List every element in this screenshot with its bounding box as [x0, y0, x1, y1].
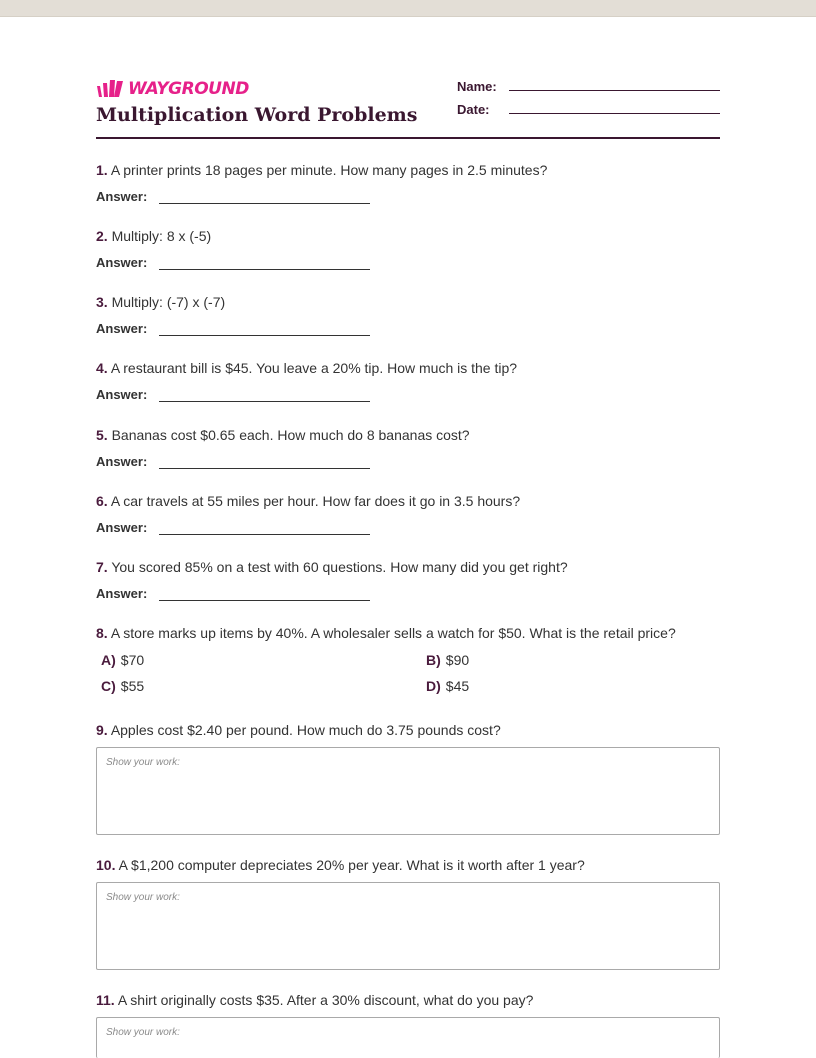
answer-line[interactable]: [159, 453, 370, 469]
question-number: 9.: [96, 722, 108, 738]
brand-name: WAYGROUND: [128, 79, 249, 99]
option-text: $55: [120, 678, 145, 694]
answer-line[interactable]: [159, 320, 370, 336]
answer-row: [96, 188, 720, 204]
option-text: $45: [445, 678, 470, 694]
date-field[interactable]: [457, 101, 720, 117]
question-text: A shirt originally costs $35. After a 30% discount, what do you pay?: [117, 992, 534, 1008]
question-number: 8.: [96, 625, 108, 641]
question-7: [96, 559, 720, 601]
question-text: Apples cost $2.40 per pound. How much do 3.75 pounds cost?: [110, 722, 501, 738]
option-letter: A): [101, 652, 116, 668]
option-c[interactable]: [101, 678, 144, 694]
answer-row: [96, 320, 720, 336]
work-placeholder: Show your work:: [106, 892, 180, 903]
question-number: 11.: [96, 992, 115, 1008]
viewer-top-bar: [0, 0, 816, 17]
question-text: Bananas cost $0.65 each. How much do 8 bananas cost?: [111, 427, 470, 443]
option-b[interactable]: [426, 652, 469, 668]
question-text: A store marks up items by 40%. A wholesaler sells a watch for $50. What is the retail price?: [110, 625, 676, 641]
option-letter: D): [426, 678, 441, 694]
question-number: 1.: [96, 162, 108, 178]
answer-line[interactable]: [159, 519, 370, 535]
question-text: Multiply: 8 x (-5): [111, 228, 212, 244]
question-text: A restaurant bill is $45. You leave a 20% tip. How much is the tip?: [110, 360, 518, 376]
wayground-logo-icon: [96, 80, 124, 98]
date-label: Date:: [457, 102, 490, 117]
name-line[interactable]: [509, 78, 720, 91]
question-1: [96, 162, 720, 204]
question-number: 6.: [96, 493, 108, 509]
question-5: [96, 427, 720, 469]
answer-line[interactable]: [159, 585, 370, 601]
question-8: [96, 625, 720, 704]
answer-label: Answer:: [96, 255, 148, 270]
question-number: 2.: [96, 228, 108, 244]
question-number: 7.: [96, 559, 108, 575]
answer-options: [96, 652, 720, 704]
answer-label: Answer:: [96, 387, 148, 402]
option-text: $70: [120, 652, 145, 668]
work-placeholder: Show your work:: [106, 757, 180, 768]
answer-label: Answer:: [96, 189, 148, 204]
work-area[interactable]: [96, 882, 720, 970]
question-text: Multiply: (-7) x (-7): [111, 294, 226, 310]
option-letter: B): [426, 652, 441, 668]
question-2: [96, 228, 720, 270]
answer-line[interactable]: [159, 188, 370, 204]
question-text: A printer prints 18 pages per minute. How many pages in 2.5 minutes?: [110, 162, 548, 178]
question-number: 5.: [96, 427, 108, 443]
answer-label: Answer:: [96, 321, 148, 336]
question-11: [96, 992, 720, 1058]
date-line[interactable]: [509, 101, 720, 114]
option-a[interactable]: [101, 652, 144, 668]
question-text: You scored 85% on a test with 60 questions. How many did you get right?: [111, 559, 568, 575]
option-letter: C): [101, 678, 116, 694]
answer-line[interactable]: [159, 386, 370, 402]
name-field[interactable]: [457, 78, 720, 94]
work-placeholder: Show your work:: [106, 1027, 180, 1038]
answer-row: [96, 453, 720, 469]
question-number: 3.: [96, 294, 108, 310]
name-label: Name:: [457, 79, 497, 94]
question-text: A car travels at 55 miles per hour. How far does it go in 3.5 hours?: [110, 493, 521, 509]
question-number: 10.: [96, 857, 116, 873]
brand-logo: [96, 79, 249, 99]
question-3: [96, 294, 720, 336]
worksheet-title: Multiplication Word Problems: [96, 104, 418, 126]
question-9: [96, 722, 720, 835]
question-4: [96, 360, 720, 402]
answer-row: [96, 254, 720, 270]
header-divider: [96, 137, 720, 139]
answer-label: Answer:: [96, 520, 148, 535]
question-number: 4.: [96, 360, 108, 376]
answer-line[interactable]: [159, 254, 370, 270]
work-area[interactable]: [96, 747, 720, 835]
option-d[interactable]: [426, 678, 469, 694]
answer-label: Answer:: [96, 454, 148, 469]
option-text: $90: [445, 652, 470, 668]
question-text: A $1,200 computer depreciates 20% per year. What is it worth after 1 year?: [118, 857, 585, 873]
answer-row: [96, 585, 720, 601]
answer-label: Answer:: [96, 586, 148, 601]
question-6: [96, 493, 720, 535]
answer-row: [96, 386, 720, 402]
answer-row: [96, 519, 720, 535]
work-area[interactable]: [96, 1017, 720, 1058]
question-10: [96, 857, 720, 970]
